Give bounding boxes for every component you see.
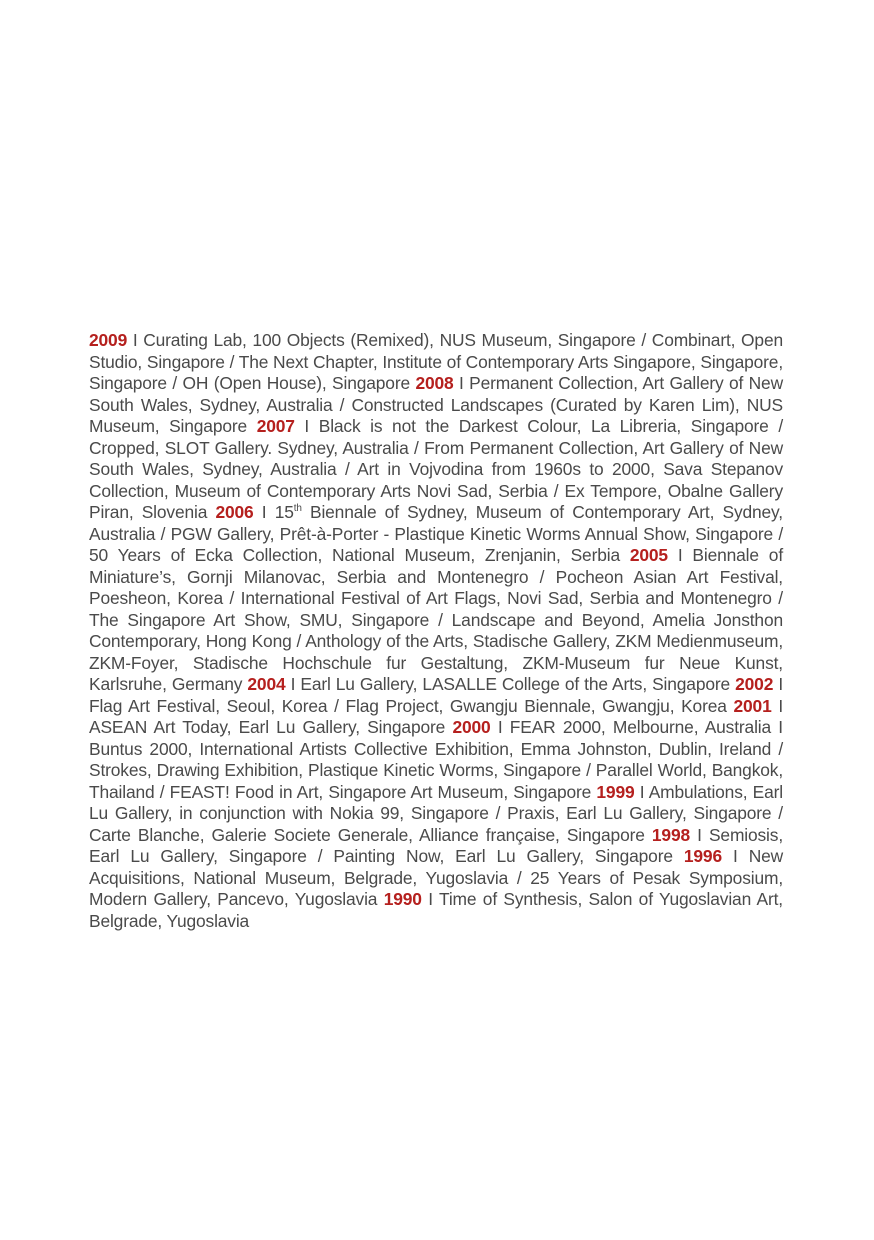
year-label: 2008 [415,373,454,393]
entry-text: Biennale of Miniature’s, Gornji Milanovac, Serbia and Montenegro / Pocheon Asian Art Festival, Poesheon, Korea / International Festival of Art Flags, Novi Sad, Serbia and Montenegro / The Singapore Art Show, SMU, Singapore / Landscape and Beyond, Amelia Jonsthon Contemporary, Hong Kong / Anthology of the Arts, Stadische Gallery, ZKM Medienmuseum, ZKM-Foyer, Stadische Hochschule fur Gestaltung, ZKM-Museum fur Neue Kunst, Karlsruhe, Germany [89,545,783,694]
separator: I [497,717,503,737]
year-label: 2004 [247,674,286,694]
entry-text: New Acquisitions, National Museum, Belgrade, Yugoslavia / 25 Years of Pesak Symposium, Modern Gallery, Pancevo, Yugoslavia [89,846,784,909]
entry-text: Time of Synthesis, Salon of Yugoslavian Art, Belgrade, Yugoslavia [89,889,783,931]
year-label: 2001 [733,695,772,716]
year-label: 1998 [651,824,690,845]
entry-text: Biennale of Sydney, Museum of Contemporary Art, Sydney, Australia / PGW Gallery, Prêt-à-Porter - Plastique Kinetic Worms Annual Show, Singapore / 50 Years of Ecka Collection, National Museum, Zrenjanin, Serbia [89,502,783,565]
year-label: 2005 [629,545,668,565]
separator: I [639,781,645,802]
year-label: 2009 [89,330,128,350]
ordinal-suffix: th [293,503,302,515]
entry-ordinal: 15 [274,502,294,522]
entry-text: FEAR 2000, Melbourne, Australia I Buntus 2000, International Artists Collective Exhibition, Emma Johnston, Dublin, Ireland / Strokes, Drawing Exhibition, Plastique Kinetic Worms, Singapore / Parallel World, Bangkok, Thailand / FEAST! Food in Art, Singapore Art Museum, Singapore [89,717,783,802]
year-label: 2007 [256,416,295,436]
year-label: 2002 [735,674,774,694]
separator: I [261,502,267,522]
year-label: 2000 [452,717,491,737]
separator: I [458,373,464,393]
year-label: 1996 [683,846,722,866]
separator: I [778,695,784,716]
year-label: 2006 [215,502,254,522]
separator: I [428,889,433,909]
entry-text: Black is not the Darkest Colour, La Libreria, Singapore / Cropped, SLOT Gallery. Sydney, Australia / From Permanent Collection, Art Gallery of New South Wales, Sydney, Australia / Art in Vojvodina from 1960s to 2000, Sava Stepanov Collection, Museum of Contemporary Arts Novi Sad, Serbia / Ex Tempore, Obalne Gallery Piran, Slovenia [89,416,783,522]
entry-text: ASEAN Art Today, Earl Lu Gallery, Singapore [89,717,446,737]
year-label: 1999 [596,781,635,802]
entry-text: Flag Art Festival, Seoul, Korea / Flag Project, Gwangju Biennale, Gwangju, Korea [89,695,727,716]
entry-text: Earl Lu Gallery, LASALLE College of the Arts, Singapore [300,674,731,694]
separator: I [677,545,683,565]
entry-text: Permanent Collection, Art Gallery of New South Wales, Sydney, Australia / Constructed Landscapes (Curated by Karen Lim), NUS Museum, Singapore [89,373,783,436]
separator: I [732,846,738,866]
separator: I [132,330,138,350]
separator: I [778,674,783,694]
entry-text: Ambulations, Earl Lu Gallery, in conjunction with Nokia 99, Singapore / Praxis, Earl Lu Gallery, Singapore / Carte Blanche, Galerie Societe Generale, Alliance française, Singapore [89,781,783,845]
separator: I [697,824,702,845]
entry-text: Curating Lab, 100 Objects (Remixed), NUS Museum, Singapore / Combinart, Open Studio, Singapore / The Next Chapter, Institute of Contemporary Arts Singapore, Singapore, Singapore / OH (Open House), Singapore [89,330,783,393]
entry-text: Semiosis, Earl Lu Gallery, Singapore / Painting Now, Earl Lu Gallery, Singapore [89,824,783,866]
year-label: 1990 [383,889,422,909]
separator: I [290,674,296,694]
separator: I [304,416,310,436]
exhibition-history-paragraph [89,330,783,932]
